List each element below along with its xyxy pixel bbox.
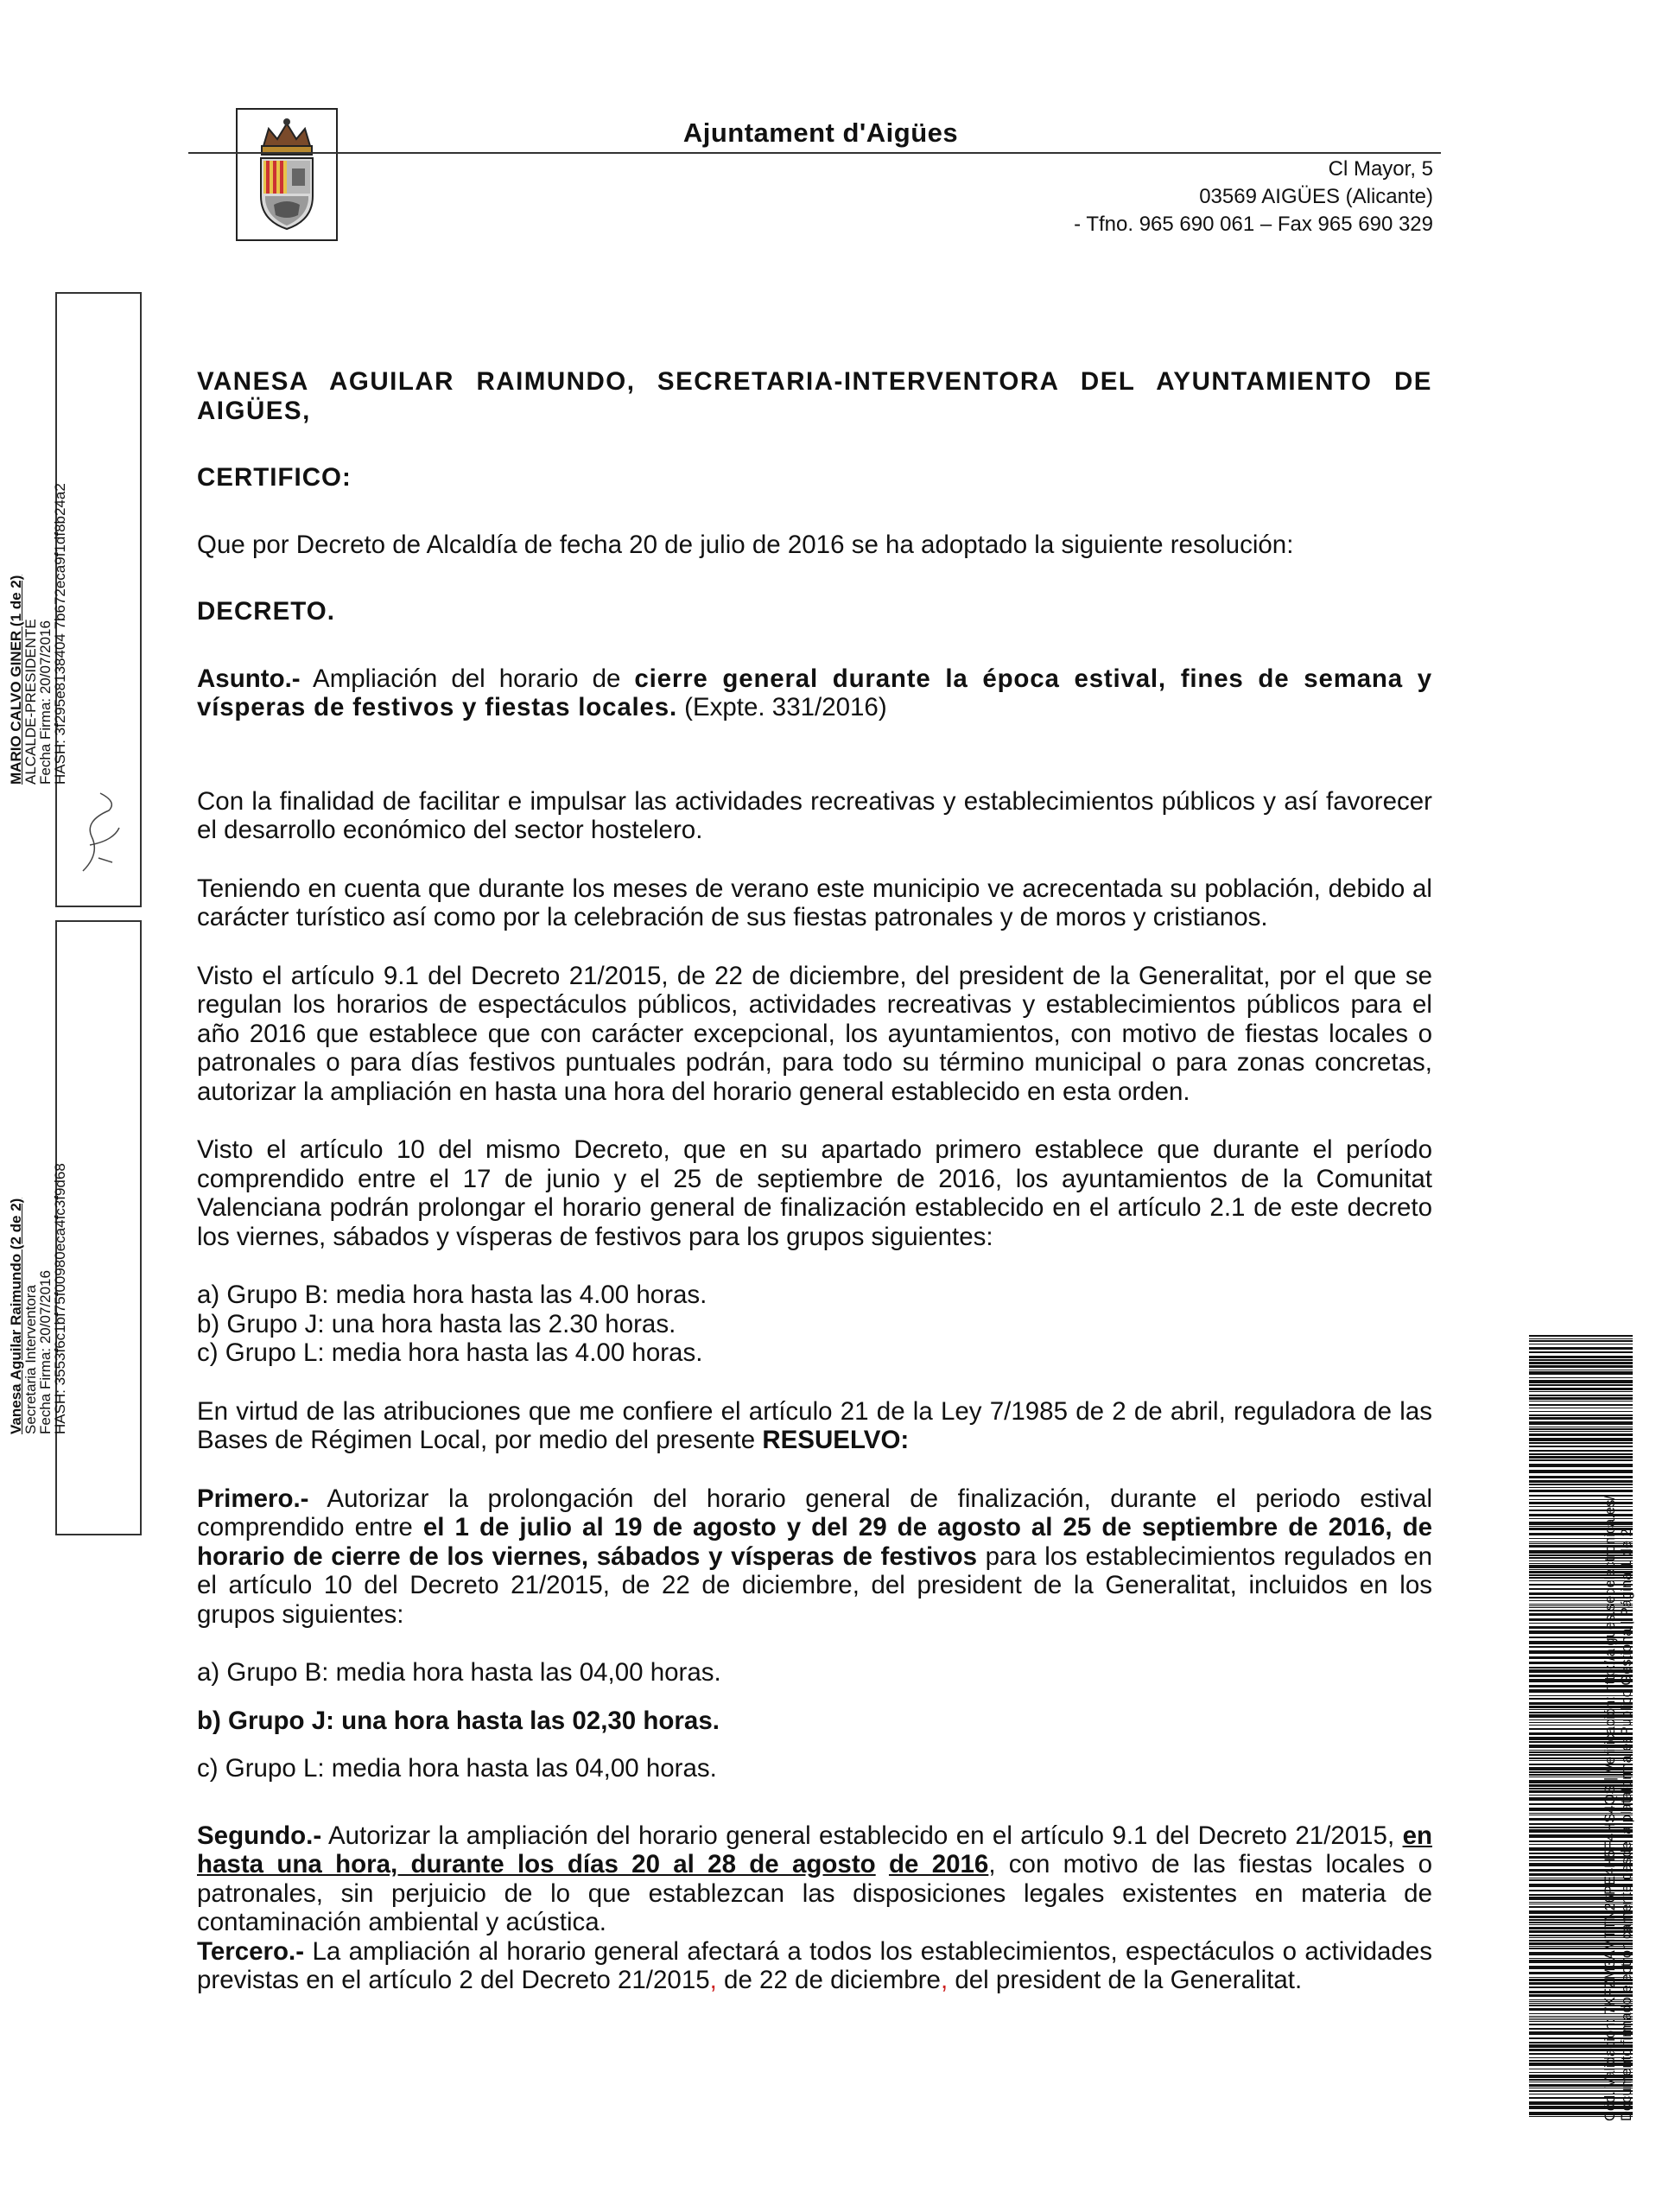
address-postal: 03569 AIGÜES (Alicante) xyxy=(1199,185,1433,208)
municipal-crest xyxy=(236,108,338,241)
signature-box-secretary xyxy=(8,920,142,1535)
header-address xyxy=(1074,156,1433,238)
group-list-1 xyxy=(197,1281,1432,1368)
paragraph-5: En virtud de las atribuciones que me confiere el artículo 21 de la Ley 7/1985 de 2 de abril, reguladora de las Bases de Régimen Local, por medio del presente RESUELVO: xyxy=(197,1396,1432,1454)
validation-text xyxy=(1602,1496,1635,2121)
intro-paragraph: Que por Decreto de Alcaldía de fecha 20 de julio de 2016 se ha adoptado la siguiente resolución: xyxy=(197,530,1294,559)
validation-platform-line: Documento firmado electrónicamente desde la plataforma esPublico Gestiona | Página 1 de 2 xyxy=(1619,1529,1634,2121)
certifico-label: CERTIFICO: xyxy=(197,463,352,492)
address-street: Cl Mayor, 5 xyxy=(1328,157,1433,181)
certifier-heading: VANESA AGUILAR RAIMUNDO, SECRETARIA-INTERVENTORA DEL AYUNTAMIENTO DE AIGÜES, xyxy=(197,367,1432,425)
list-item: c) Grupo L: media hora hasta las 04,00 horas. xyxy=(197,1754,717,1783)
list-item: b) Grupo J: una hora hasta las 2.30 horas. xyxy=(197,1309,676,1338)
list-item: b) Grupo J: una hora hasta las 02,30 horas. xyxy=(197,1706,720,1735)
asunto-paragraph: Asunto.- Ampliación del horario de cierre general durante la época estival, fines de semana y vísperas de festivos y fiestas locales. (Expte. 331/2016) xyxy=(197,664,1432,721)
address-phone-fax: - Tfno. 965 690 061 – Fax 965 690 329 xyxy=(1074,213,1433,236)
decreto-label: DECRETO. xyxy=(197,597,335,626)
paragraph-2: Teniendo en cuenta que durante los meses de verano este municipio ve acrecentada su población, debido al carácter turístico así como por la celebración de sus fiestas patronales y de moros y cristianos. xyxy=(197,874,1432,931)
validation-code-line: Cód. Validación: 7KFZM3AMTTN26PE4H5F4HS4QS | Verificación: http://aigues.sedelectronica.es/ xyxy=(1602,1496,1618,2121)
signature-box-mayor xyxy=(8,292,142,907)
header-title: Ajuntament d'Aigües xyxy=(682,118,959,148)
paragraph-1: Con la finalidad de facilitar e impulsar las actividades recreativas y establecimientos públicos y así favorecer el desarrollo económico del sector hostelero. xyxy=(197,786,1432,844)
list-item: a) Grupo B: media hora hasta las 4.00 horas. xyxy=(197,1281,707,1309)
document-body xyxy=(197,367,1432,1995)
signature-text-mayor: MARIO CALVO GINER (1 de 2) ALCALDE-PRESIDENTE Fecha Firma: 20/07/2016 HASH: 3f295e8138404 7b672eca9f1df8b24a2 xyxy=(8,483,68,785)
primero-paragraph: Primero.- Autorizar la prolongación del horario general de finalización, durante el periodo estival comprendido entre el 1 de julio al 19 de agosto y del 29 de agosto al 25 de septiembre de 2016, de horario de cierre de los viernes, sábados y vísperas de festivos para los establecimientos regulados en el artículo 10 del Decreto 21/2015, de 22 de diciembre, del president de la Generalitat, incluidos en los grupos siguientes: xyxy=(197,1484,1432,1629)
coat-of-arms-icon xyxy=(238,110,336,239)
tercero-paragraph: Tercero.- La ampliación al horario general afectará a todos los establecimientos, espectáculos o actividades previstas en el artículo 2 del Decreto 21/2015, de 22 de diciembre, del president de la Generalitat. xyxy=(197,1936,1432,1994)
paragraph-3: Visto el artículo 9.1 del Decreto 21/2015, de 22 de diciembre, del president de la Generalitat, por el que se regulan los horarios de espectáculos públicos, actividades recreativas y establecimientos públicos para el año 2016 que establece que con carácter excepcional, los ayuntamientos, con motivo de fiestas locales o patronales o para días festivos puntuales podrán, para todo su término municipal o para zonas concretas, autorizar la ampliación en hasta una hora del horario general establecido en esta orden. xyxy=(197,961,1432,1106)
paragraph-4: Visto el artículo 10 del mismo Decreto, que en su apartado primero establece que durante el período comprendido entre el 17 de junio y el 25 de septiembre de 2016, los ayuntamientos de la Comunitat Valenciana podrán prolongar el horario general de finalización establecido en el artículo 2.1 de este decreto los viernes, sábados y vísperas de festivos para los grupos siguientes: xyxy=(197,1135,1432,1251)
handwritten-signature-icon xyxy=(74,776,126,880)
list-item: c) Grupo L: media hora hasta las 4.00 horas. xyxy=(197,1338,703,1367)
list-item: a) Grupo B: media hora hasta las 04,00 horas. xyxy=(197,1658,721,1687)
segundo-paragraph: Segundo.- Autorizar la ampliación del horario general establecido en el artículo 9.1 del Decreto 21/2015, en hasta una hora, durante los días 20 al 28 de agosto de 2016, con motivo de las fiestas locales o patronales, sin perjuicio de lo que establezcan las disposiciones legales existentes en materia de contaminación ambiental y acústica. xyxy=(197,1821,1432,1936)
header-rule xyxy=(188,152,1441,154)
signature-text-secretary: Vanesa Aguilar Raimundo (2 de 2) Secretaria Interventora Fecha Firma: 20/07/2016 HASH: 3553f6c1bf75f00980eca4fc3f9d68 xyxy=(8,1163,68,1434)
